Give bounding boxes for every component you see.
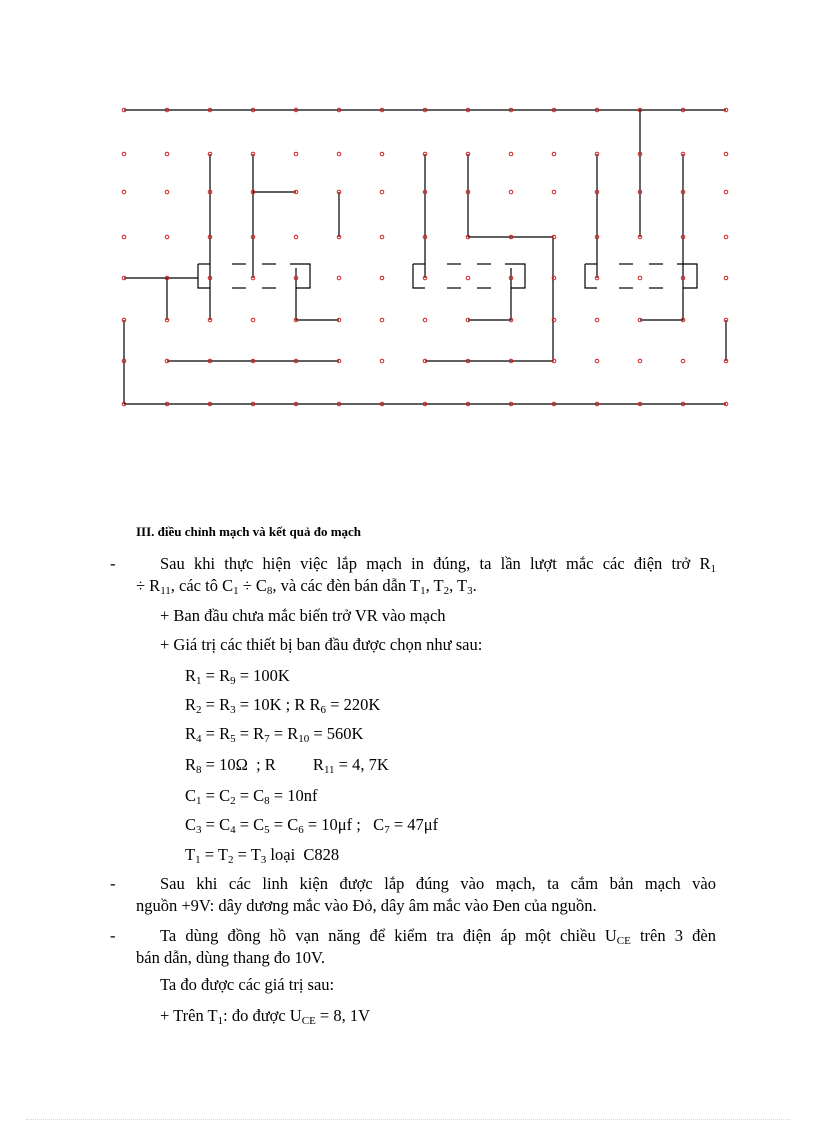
value-r2-r3-r6: $R_2 = R_3 = 10K$ ; R $R_6 = 220K$ <box>185 695 381 716</box>
pad-node <box>423 318 427 322</box>
pad-node <box>638 276 642 280</box>
bullet-3-line-1: Ta dùng đồng hồ vạn năng để kiểm tra điện áp một chiều $U_{CE}$ trên 3 đèn <box>160 926 716 947</box>
wire-trace <box>677 264 697 288</box>
pad-node <box>380 318 384 322</box>
pad-node <box>380 190 384 194</box>
value-r8-r11: $R_8 = 10\Omega$ ; R $R_{11} = 4$, 7K <box>185 755 389 776</box>
wire-trace <box>296 268 339 320</box>
bullet-marker: - <box>110 926 116 945</box>
wire-trace <box>505 264 525 288</box>
wire-trace <box>290 264 310 288</box>
pad-node <box>165 190 169 194</box>
pad-node <box>122 235 126 239</box>
pad-node <box>294 235 298 239</box>
measured-intro: Ta đo được các giá trị sau: <box>160 975 335 994</box>
bullet-2-line-2: nguồn +9V: dây dương mắc vào Đỏ, dây âm mắc vào Đen của nguồn. <box>136 896 597 915</box>
pad-node <box>466 276 470 280</box>
pad-node <box>380 152 384 156</box>
bullet-marker: - <box>110 874 116 893</box>
pad-node <box>251 318 255 322</box>
pad-node <box>165 235 169 239</box>
wire-trace <box>198 264 210 288</box>
wire-trace <box>425 237 553 361</box>
pad-node <box>380 235 384 239</box>
pcb-layout-diagram <box>0 0 816 440</box>
bullet-3-line-2: bán dẫn, dùng thang đo 10V. <box>136 948 325 967</box>
value-transistors: $T_1 = T_2 = T_3$ loại C828 <box>185 845 340 866</box>
bullet-1-line-2: ÷ $R_{11}$, các tô $C_1 \div C_8$, và các đèn bán dẫn $T_1$, $T_2$, $T_3$. <box>136 576 477 597</box>
pad-node <box>122 152 126 156</box>
pad-node <box>165 152 169 156</box>
pad-node <box>337 152 341 156</box>
pad-node <box>638 359 642 363</box>
wire-trace <box>413 264 425 288</box>
wire-trace <box>640 154 683 320</box>
pad-node <box>724 276 728 280</box>
t1-measurement: + Trên $T_1$: đo được $U_{CE} = 8$, 1V <box>160 1006 371 1027</box>
pad-node <box>724 190 728 194</box>
value-c3-c7: $C_3 = C_4 = C_5 = C_6 = 10\mu f$ ; $C_7 = 47\mu f$ <box>185 815 439 836</box>
note-initial-values: + Giá trị các thiết bị ban đầu được chọn như sau: <box>160 635 483 654</box>
wire-traces <box>124 110 726 404</box>
pad-node <box>595 359 599 363</box>
pad-node <box>380 359 384 363</box>
page-bottom-rule <box>26 1119 790 1120</box>
pad-node <box>595 318 599 322</box>
pad-node <box>509 190 513 194</box>
wire-trace <box>468 268 511 320</box>
pad-node <box>337 276 341 280</box>
value-c1-c2-c8: $C_1 = C_2 = C_8 = 10nf$ <box>185 786 318 807</box>
pad-node <box>724 152 728 156</box>
pad-node <box>552 152 556 156</box>
bullet-1-line-1: Sau khi thực hiện việc lắp mạch in đúng, ta lần lượt mắc các điện trở $R_1$ <box>160 554 716 575</box>
value-r1-r9: $R_1 = R_9 = 100K$ <box>185 666 290 687</box>
pad-node <box>294 152 298 156</box>
pad-node <box>122 190 126 194</box>
pad-node <box>681 359 685 363</box>
value-r4-r5-r7-r10: $R_4 = R_5 = R_7 = R_{10} = 560K$ <box>185 724 364 745</box>
pad-node <box>380 276 384 280</box>
wire-trace <box>585 264 597 288</box>
pad-node <box>552 190 556 194</box>
pad-node <box>509 152 513 156</box>
note-no-vr: + Ban đầu chưa mắc biến trở VR vào mạch <box>160 606 446 625</box>
pad-node <box>724 235 728 239</box>
bullet-marker: - <box>110 554 116 573</box>
bullet-2-line-1: Sau khi các linh kiện được lắp đúng vào mạch, ta cắm bản mạch vào <box>160 874 716 893</box>
section-heading: III. điều chỉnh mạch và kết quả đo mạch <box>136 524 362 539</box>
